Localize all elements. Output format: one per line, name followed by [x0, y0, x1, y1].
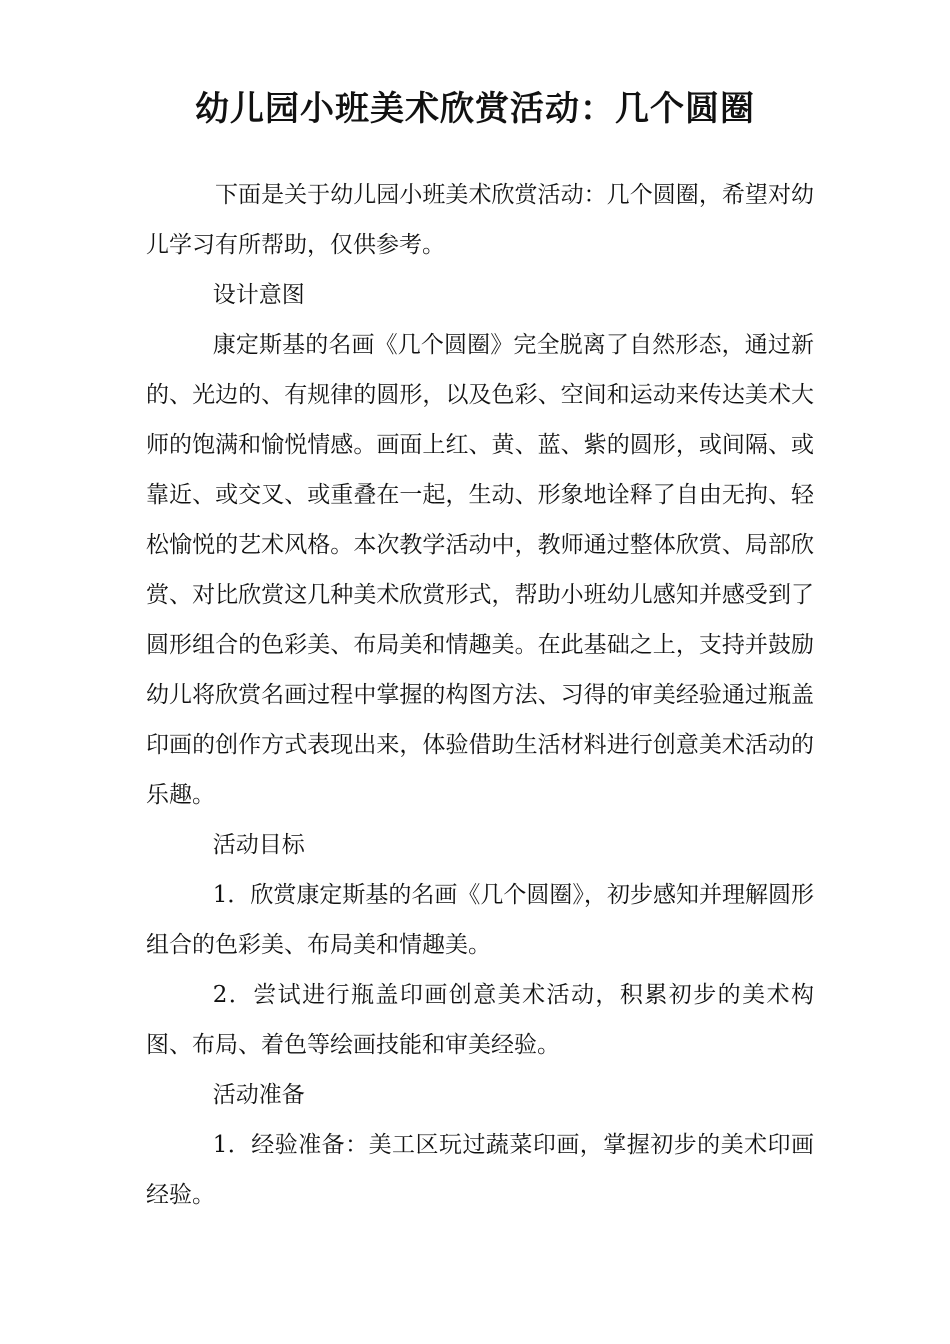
section-heading-activity-goals: 活动目标: [212, 832, 305, 858]
document-title: 幼儿园小班美术欣赏活动：几个圆圈: [195, 89, 755, 129]
goal-item-2: 2．尝试进行瓶盖印画创意美术活动，积累初步的美术构图、布局、着色等绘画技能和审美经验。: [146, 982, 814, 1058]
document-body: [146, 170, 814, 1220]
section-heading-design-intent: 设计意图: [212, 282, 305, 308]
intro-paragraph: 下面是关于幼儿园小班美术欣赏活动：几个圆圈，希望对幼儿学习有所帮助，仅供参考。: [146, 182, 814, 258]
section-heading-activity-preparation: 活动准备: [212, 1082, 305, 1108]
design-intent-paragraph: 康定斯基的名画《几个圆圈》完全脱离了自然形态，通过新的、光边的、有规律的圆形，以及色彩、空间和运动来传达美术大师的饱满和愉悦情感。画面上红、黄、蓝、紫的圆形，或间隔、或靠近、或交叉、或重叠在一起，生动、形象地诠释了自由无拘、轻松愉悦的艺术风格。本次教学活动中，教师通过整体欣赏、局部欣赏、对比欣赏这几种美术欣赏形式，帮助小班幼儿感知并感受到了圆形组合的色彩美、布局美和情趣美。在此基础之上，支持并鼓励幼儿将欣赏名画过程中掌握的构图方法、习得的审美经验通过瓶盖印画的创作方式表现出来，体验借助生活材料进行创意美术活动的乐趣。: [146, 332, 814, 808]
goal-item-1: 1．欣赏康定斯基的名画《几个圆圈》，初步感知并理解圆形组合的色彩美、布局美和情趣美。: [146, 882, 814, 958]
preparation-item-1: 1．经验准备：美工区玩过蔬菜印画，掌握初步的美术印画经验。: [146, 1132, 814, 1208]
